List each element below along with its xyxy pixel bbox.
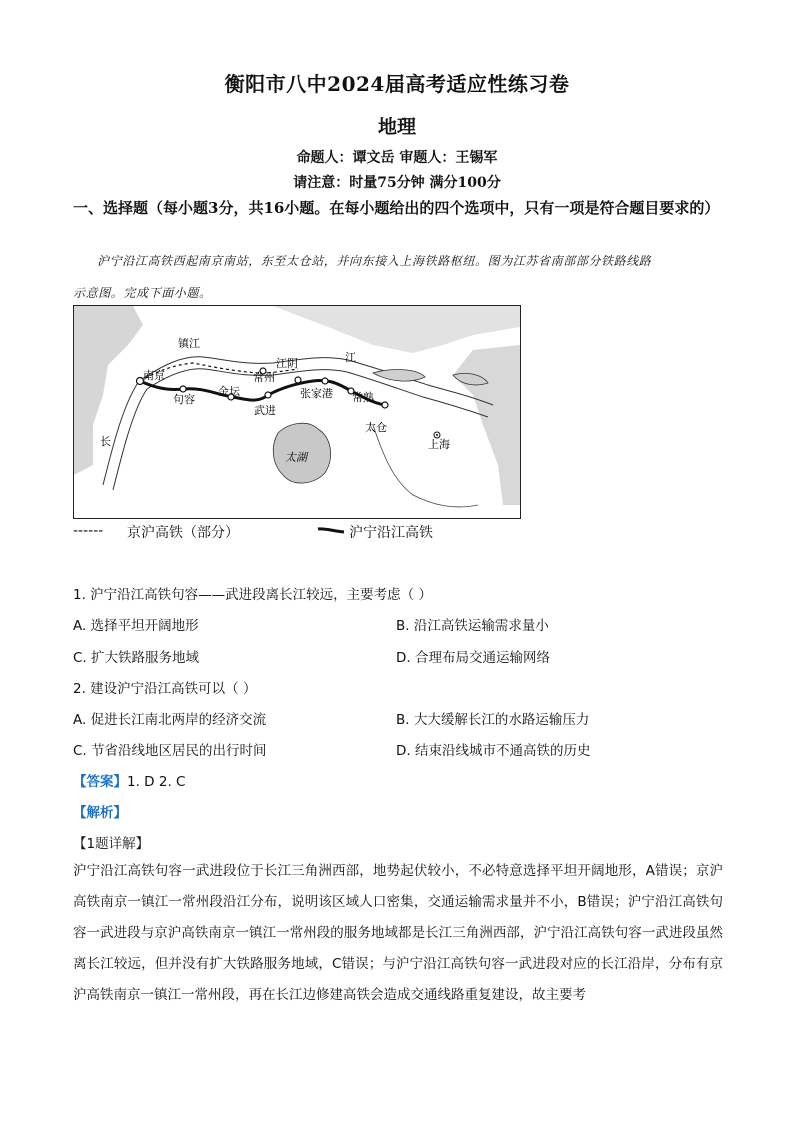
station-zhangjiagang xyxy=(322,378,328,384)
question-2-stem: 2. 建设沪宁沿江高铁可以（ ） xyxy=(73,681,257,697)
question-2-option-d[interactable]: D. 结束沿线城市不通高铁的历史 xyxy=(396,743,591,759)
notice-line: 请注意：时量75分钟 满分100分 xyxy=(293,175,501,191)
label-jiangyin: 江阴 xyxy=(276,357,298,370)
map-legend xyxy=(73,521,533,543)
label-zhenjiang: 镇江 xyxy=(178,337,200,350)
legend-huning-label: 沪宁沿江高铁 xyxy=(349,525,433,541)
station-jiangyin xyxy=(295,377,301,383)
answer-tag: 【答案】 xyxy=(73,774,127,790)
label-jiang: 江 xyxy=(345,351,356,364)
label-taihu: 太湖 xyxy=(285,451,307,464)
question-2-option-b[interactable]: B. 大大缓解长江的水路运输压力 xyxy=(396,712,590,728)
legend-jinghu-label: 京沪高铁（部分） xyxy=(127,525,239,541)
answer-value: 1. D 2. C xyxy=(127,774,186,790)
analysis-tag: 【解析】 xyxy=(73,805,127,821)
question-2-option-c[interactable]: C. 节省沿线地区居民的出行时间 xyxy=(73,743,267,759)
city-shanghai-dot xyxy=(436,434,438,436)
legend-solid-icon xyxy=(317,525,345,535)
question-intro xyxy=(73,245,723,309)
answer-line xyxy=(73,770,185,790)
authors-line: 命题人：谭文岳 审题人：王锡军 xyxy=(296,150,498,166)
question-2-option-a[interactable]: A. 促进长江南北两岸的经济交流 xyxy=(73,712,267,728)
question-1-option-b[interactable]: B. 沿江高铁运输需求量小 xyxy=(396,618,549,634)
legend-dash-icon: ------ xyxy=(73,523,104,539)
section-heading: 一、选择题（每小题3分，共16小题。在每小题给出的四个选项中，只有一项是符合题目要求的） xyxy=(73,199,720,217)
subject-title: 地理 xyxy=(377,116,416,138)
station-wujin xyxy=(265,392,271,398)
label-nanjing: 南京 xyxy=(143,369,165,382)
railway-map-svg xyxy=(73,305,521,519)
label-chang: 长 xyxy=(100,435,111,448)
analysis-text: 沪宁沿江高铁句容一武进段位于长江三角洲西部，地势起伏较小，不必特意选择平坦开阔地形，A错误；京沪高铁南京一镇江一常州段沿江分布，说明该区域人口密集，交通运输需求量并不小，B错误；沪宁沿江高铁句容一武进段与京沪高铁南京一镇江一常州段的服务地域都是长江三角洲西部，沪宁沿江高铁句容一武进段虽然离长江较远，但并没有扩大铁路服务地域，C错误；与沪宁沿江高铁句容一武进段对应的长江沿岸，分布有京沪高铁南京一镇江一常州段，再在长江边修建高铁会造成交通线路重复建设，故主要考 xyxy=(73,863,723,1003)
question-1-option-c[interactable]: C. 扩大铁路服务地域 xyxy=(73,650,200,666)
label-jurong: 句容 xyxy=(173,393,195,406)
intro-line-2: 示意图。完成下面小题。 xyxy=(73,286,212,300)
station-taicang xyxy=(382,402,388,408)
station-jurong xyxy=(180,386,186,392)
label-shanghai: 上海 xyxy=(428,438,450,451)
label-wujin: 武进 xyxy=(254,404,276,417)
question-1-option-d[interactable]: D. 合理布局交通运输网络 xyxy=(396,650,550,666)
exam-title: 衡阳市八中2024届高考适应性练习卷 xyxy=(224,72,570,96)
analysis-subheading: 【1题详解】 xyxy=(73,836,150,852)
question-1-stem: 1. 沪宁沿江高铁句容——武进段离长江较远，主要考虑（ ） xyxy=(73,587,432,603)
label-zhangjiagang: 张家港 xyxy=(300,387,333,400)
intro-line-1: 沪宁沿江高铁西起南京南站，东至太仓站，并向东接入上海铁路枢纽。图为江苏省南部部分铁路线路 xyxy=(97,254,652,268)
label-changshu: 常熟 xyxy=(352,391,374,404)
label-jintan: 金坛 xyxy=(218,385,240,398)
railway-map xyxy=(73,305,521,523)
label-taicang: 太仓 xyxy=(365,421,387,434)
label-changzhou: 常州 xyxy=(253,371,275,384)
question-1-option-a[interactable]: A. 选择平坦开阔地形 xyxy=(73,618,199,634)
